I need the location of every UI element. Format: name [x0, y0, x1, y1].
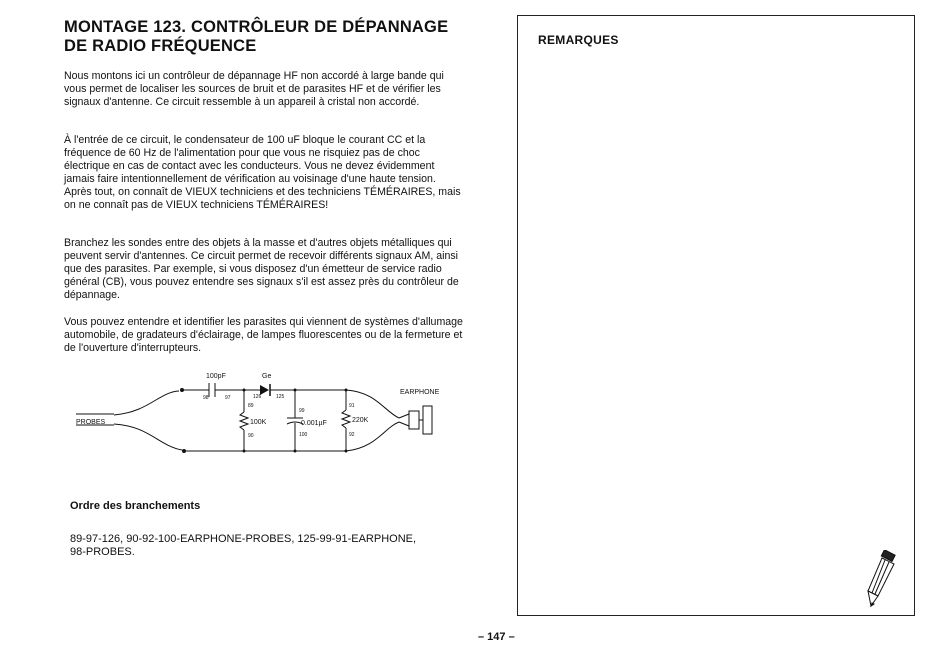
pin-90: 90 — [248, 433, 254, 439]
pin-91: 91 — [349, 403, 355, 409]
pencil-icon — [864, 550, 904, 610]
connections-line-2: 98-PROBES. — [70, 546, 135, 558]
res2-label: 220K — [352, 417, 369, 424]
pin-92: 92 — [349, 432, 355, 438]
title-line-2: DE RADIO FRÉQUENCE — [64, 37, 257, 55]
connections-heading: Ordre des branchements — [70, 500, 201, 512]
probes-label: PROBES — [76, 419, 106, 426]
page-number: – 147 – — [478, 631, 515, 643]
connections-list — [70, 533, 470, 559]
paragraph-intro: Nous montons ici un contrôleur de dépannage HF non accordé à large bande qui vous permet de localiser les sources de bruit et de parasites HF et de vérifier les signaux d'antenne. Ce circuit ressemble à un appareil à cristal non accordé. — [64, 70, 444, 108]
connections-line-1: 89-97-126, 90-92-100-EARPHONE-PROBES, 125-99-91-EARPHONE, — [70, 533, 417, 545]
remarks-box — [517, 15, 915, 616]
diode-label: Ge — [262, 373, 272, 380]
pin-125: 125 — [276, 394, 285, 400]
pin-99: 99 — [299, 408, 305, 414]
earphone-label: EARPHONE — [400, 389, 440, 396]
remarks-heading: REMARQUES — [538, 33, 619, 47]
cap1-label: 100pF — [206, 373, 226, 380]
paragraph-safety: À l'entrée de ce circuit, le condensateur de 100 uF bloque le courant CC et la fréquence de 60 Hz de l'alimentation pour que vous ne risquiez pas de choc électrique en cas de contact avec les conducteurs. Vous ne devez évidemment jamais faire intentionnellement de vérification au voisinage d'une haute tension. Après tout, on connaît de VIEUX techniciens et des techniciens TÉMÉRAIRES, mais on ne connaît pas de VIEUX techniciens TÉMÉRAIRES! — [64, 134, 461, 211]
pin-100: 100 — [299, 432, 308, 438]
paragraph-usage: Branchez les sondes entre des objets à la masse et d'autres objets métalliques qui peuvent servir d'antennes. Ce circuit permet de recevoir différents signaux AM, ainsi que des parasites. Par exemple, si vous disposez d'un émetteur de service radio général (CB), vous pouvez entendre ses signaux s'il est assez près du contrôleur de dépannage. — [64, 237, 459, 301]
pin-126: 126 — [253, 394, 262, 400]
pin-97: 97 — [225, 395, 231, 401]
circuit-schematic — [64, 366, 464, 466]
cap2-label: 0.001µF — [301, 420, 327, 427]
paragraph-interference: Vous pouvez entendre et identifier les parasites qui viennent de systèmes d'allumage automobile, de gradateurs d'éclairage, de lampes fluorescentes ou de la fermeture et de l'ouverture d'interrupteurs. — [64, 316, 463, 354]
pin-98: 98 — [203, 395, 209, 401]
page-title — [64, 18, 484, 56]
res1-label: 100K — [250, 419, 267, 426]
title-line-1: MONTAGE 123. CONTRÔLEUR DE DÉPANNAGE — [64, 18, 449, 36]
pin-89: 89 — [248, 403, 254, 409]
